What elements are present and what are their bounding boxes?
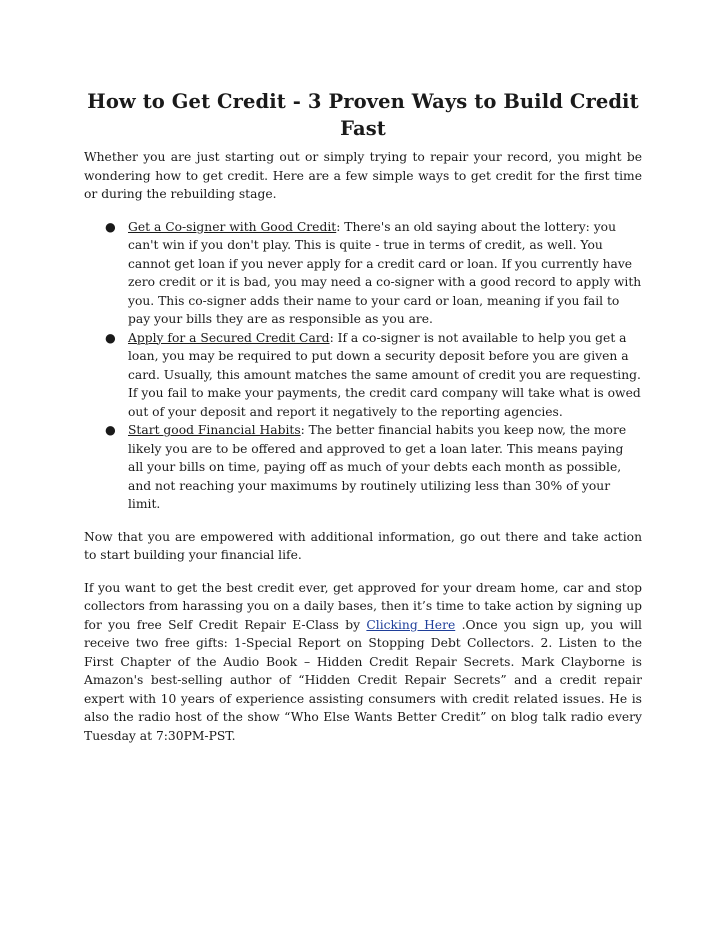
bullet-icon: ● bbox=[105, 219, 116, 234]
document-page bbox=[84, 88, 642, 759]
tip-text: : The better financial habits you keep now, the more likely you are to be offered and approved to get a loan later. This means paying all your bills on time, paying off as much of your debts each month as possible, and not reaching your maximums by routinely utilizing less than 30% of your limit. bbox=[128, 423, 627, 511]
tips-list bbox=[84, 218, 642, 514]
bullet-icon: ● bbox=[105, 423, 116, 437]
list-item bbox=[84, 218, 642, 329]
bullet-icon: ● bbox=[105, 330, 116, 345]
tip-text: : If a co-signer is not available to help you get a loan, you may be required to put down a security deposit before you are given a card. Usually, this amount matches the same amount of credit you are requesting. If you fail to make your payments, the credit card company will take what is owed out of your deposit and report it negatively to the reporting agencies. bbox=[128, 330, 641, 419]
list-item bbox=[84, 421, 642, 514]
intro-paragraph: Whether you are just starting out or simply trying to repair your record, you might be wondering how to get credit. Here are a few simple ways to get credit for the first time or during the rebuilding stage. bbox=[84, 150, 642, 201]
call-to-action-paragraph bbox=[84, 579, 642, 746]
empowerment-paragraph: Now that you are empowered with additional information, go out there and take action to start building your financial life. bbox=[84, 529, 642, 562]
document-title: How to Get Credit - 3 Proven Ways to Build Credit Fast bbox=[87, 90, 639, 140]
tip-heading: Apply for a Secured Credit Card bbox=[128, 330, 330, 345]
cta-text-before: If you want to get the best credit ever, get approved for your dream home, car and stop collectors from harassing you on a daily bases, then it’s time to take action by signing up for you free Self Credit Repair E-Class by bbox=[84, 580, 642, 632]
tip-heading: Start good Financial Habits bbox=[128, 423, 301, 437]
cta-text-after: .Once you sign up, you will receive two free gifts: 1-Special Report on Stopping Debt Collectors. 2. Listen to the First Chapter of the Audio Book – Hidden Credit Repair Secrets. Mark Clayborne is Amazon's best-selling author of “Hidden Credit Repair Secrets” and a credit repair expert with 10 years of experience assisting consumers with credit related issues. He is also the radio host of the show “Who Else Wants Better Credit” on blog talk radio every Tuesday at 7:30PM-PST. bbox=[84, 617, 642, 743]
tip-text: : There's an old saying about the lottery: you can't win if you don't play. This is quite - true in terms of credit, as well. You cannot get loan if you never apply for a credit card or loan. If you currently have zero credit or it is bad, you may need a co-signer with a good record to apply with you. This co-signer adds their name to your card or loan, meaning if you fail to pay your bills they are as responsible as you are. bbox=[128, 219, 642, 326]
tip-heading: Get a Co-signer with Good Credit bbox=[128, 219, 337, 234]
list-item bbox=[84, 329, 642, 422]
clicking-here-link[interactable]: Clicking Here bbox=[366, 617, 456, 632]
